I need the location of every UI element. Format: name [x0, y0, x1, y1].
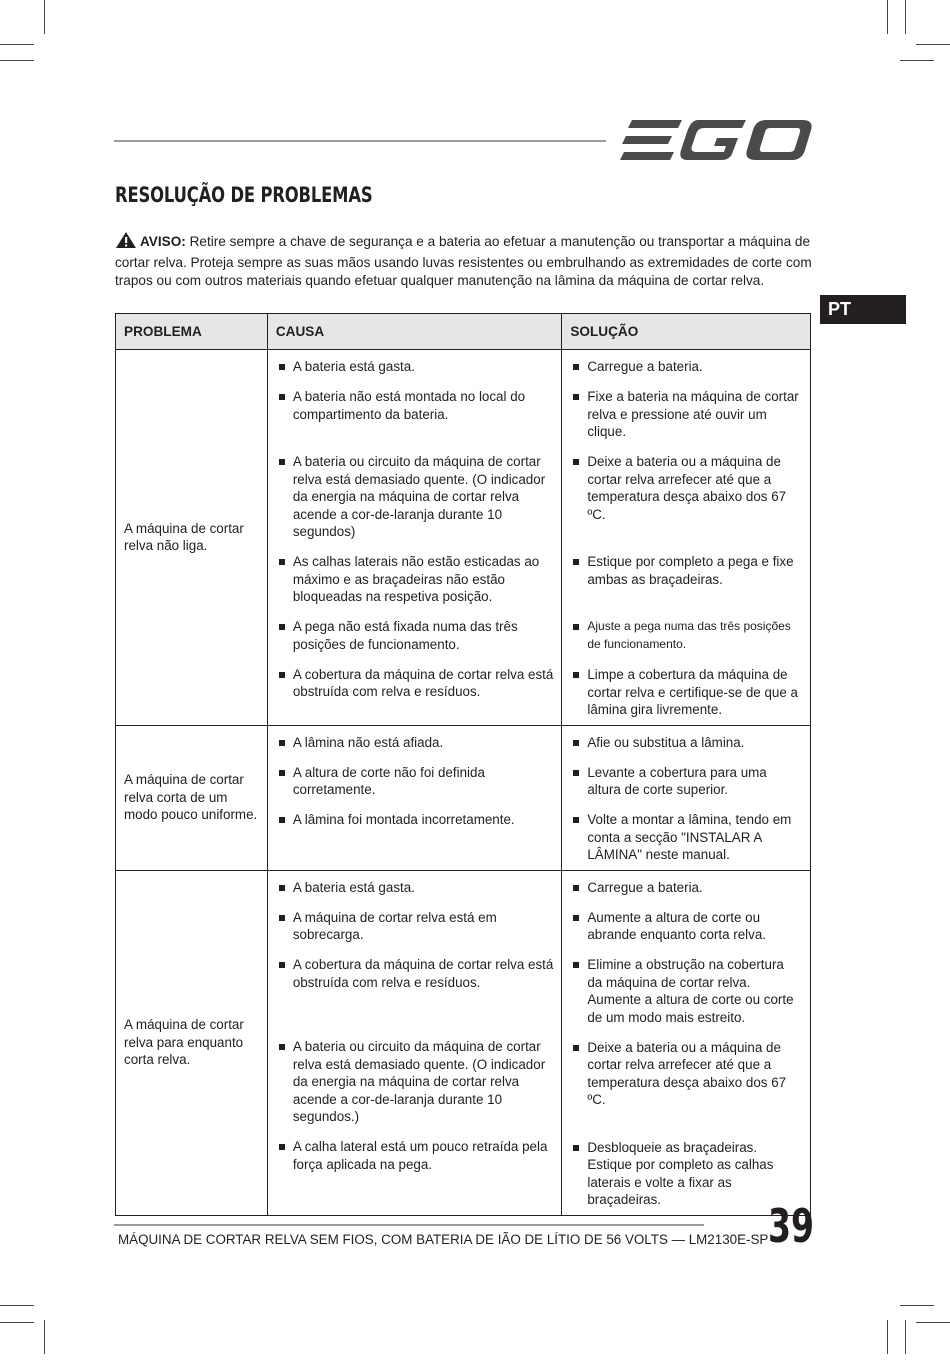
problem-cell: A máquina de cortar relva corta de um modo pouco uniforme. — [116, 725, 268, 870]
list-item: Estique por completo a pega e fixe ambas as braçadeiras. — [570, 553, 802, 588]
crop-mark — [900, 1305, 934, 1306]
table-header-row — [116, 314, 811, 350]
crop-mark — [916, 1322, 950, 1323]
warning-label: AVISO: — [140, 234, 186, 249]
crop-mark — [44, 1320, 45, 1354]
solution-cell — [562, 725, 811, 870]
cause-cell — [267, 350, 562, 726]
cause-cell — [267, 870, 562, 1215]
list-item: Ajuste a pega numa das três posições de funcionamento. — [570, 618, 802, 653]
crop-mark — [0, 44, 34, 45]
list-item: Elimine a obstrução na cobertura da máquina de cortar relva. Aumente a altura de corte ou corte de um modo mais estreito. — [570, 956, 802, 1026]
language-tab: PT — [820, 295, 906, 324]
table-row — [116, 870, 811, 1215]
list-item: Volte a montar a lâmina, tendo em conta a secção "INSTALAR A LÂMINA" neste manual. — [570, 811, 802, 864]
list-item: A bateria não está montada no local do compartimento da bateria. — [276, 388, 554, 423]
warning-triangle-icon — [115, 231, 137, 254]
solution-cell — [562, 350, 811, 726]
list-item: As calhas laterais não estão esticadas ao máximo e as braçadeiras não estão bloqueadas na respetiva posição. — [276, 553, 554, 606]
list-item: Aumente a altura de corte ou abrande enquanto corta relva. — [570, 909, 802, 944]
list-item: A bateria está gasta. — [276, 358, 554, 376]
list-item: A bateria está gasta. — [276, 879, 554, 897]
footer-product-title: MÁQUINA DE CORTAR RELVA SEM FIOS, COM BATERIA DE IÃO DE LÍTIO DE 56 VOLTS — LM2130E-SP — [118, 1232, 769, 1247]
crop-mark — [0, 1305, 34, 1306]
problem-cell: A máquina de cortar relva para enquanto corta relva. — [116, 870, 268, 1215]
list-item: Carregue a bateria. — [570, 879, 802, 897]
list-item: Afie ou substitua a lâmina. — [570, 734, 802, 752]
list-item: Deixe a bateria ou a máquina de cortar relva arrefecer até que a temperatura desça abaixo dos 67 ºC. — [570, 453, 802, 523]
list-item: A pega não está fixada numa das três posições de funcionamento. — [276, 618, 554, 653]
crop-mark — [905, 1320, 906, 1354]
cause-cell — [267, 725, 562, 870]
list-item: A altura de corte não foi definida corretamente. — [276, 764, 554, 799]
list-item: A bateria ou circuito da máquina de cortar relva está demasiado quente. (O indicador da energia na máquina de cortar relva acende a cor-de-laranja durante 10 segundos.) — [276, 1038, 554, 1126]
solution-cell — [562, 870, 811, 1215]
warning-text: Retire sempre a chave de segurança e a bateria ao efetuar a manutenção ou transportar a máquina de cortar relva. Proteja sempre as suas mãos usando luvas resistentes ou embrulhando as extremidades de corte com trapos ou com outros materiais quando efetuar qualquer manutenção na lâmina da máquina de cortar relva. — [115, 234, 812, 288]
header-rule — [114, 140, 606, 142]
list-item: A cobertura da máquina de cortar relva está obstruída com relva e resíduos. — [276, 666, 554, 701]
table-row — [116, 725, 811, 870]
list-item: Levante a cobertura para uma altura de corte superior. — [570, 764, 802, 799]
crop-mark — [887, 0, 888, 34]
list-item: A lâmina não está afiada. — [276, 734, 554, 752]
crop-mark — [905, 0, 906, 34]
list-item: Fixe a bateria na máquina de cortar relva e pressione até ouvir um clique. — [570, 388, 802, 441]
list-item: A cobertura da máquina de cortar relva está obstruída com relva e resíduos. — [276, 956, 554, 991]
troubleshooting-table — [115, 313, 811, 1216]
warning-notice — [115, 231, 815, 290]
ego-logo — [620, 118, 812, 167]
list-item: A máquina de cortar relva está em sobrecarga. — [276, 909, 554, 944]
header-solution: SOLUÇÃO — [562, 314, 811, 350]
page-number: 39 — [768, 1199, 815, 1253]
crop-mark — [900, 60, 934, 61]
table-row — [116, 350, 811, 726]
list-item: Desbloqueie as braçadeiras. Estique por completo as calhas laterais e volte a fixar as braçadeiras. — [570, 1139, 802, 1209]
page-title: RESOLUÇÃO DE PROBLEMAS — [115, 183, 373, 207]
list-item: A calha lateral está um pouco retraída pela força aplicada na pega. — [276, 1138, 554, 1173]
crop-mark — [916, 44, 950, 45]
list-item: A lâmina foi montada incorretamente. — [276, 811, 554, 829]
crop-mark — [0, 1322, 34, 1323]
header-problem: PROBLEMA — [116, 314, 268, 350]
crop-mark — [0, 60, 34, 61]
list-item: A bateria ou circuito da máquina de cortar relva está demasiado quente. (O indicador da energia na máquina de cortar relva acende a cor-de-laranja durante 10 segundos) — [276, 453, 554, 541]
crop-mark — [44, 0, 45, 34]
list-item: Deixe a bateria ou a máquina de cortar relva arrefecer até que a temperatura desça abaixo dos 67 ºC. — [570, 1039, 802, 1109]
header-cause: CAUSA — [267, 314, 562, 350]
footer-rule — [114, 1224, 704, 1226]
list-item: Limpe a cobertura da máquina de cortar relva e certifique-se de que a lâmina gira livremente. — [570, 666, 802, 719]
list-item: Carregue a bateria. — [570, 358, 802, 376]
problem-cell: A máquina de cortar relva não liga. — [116, 350, 268, 726]
crop-mark — [887, 1320, 888, 1354]
